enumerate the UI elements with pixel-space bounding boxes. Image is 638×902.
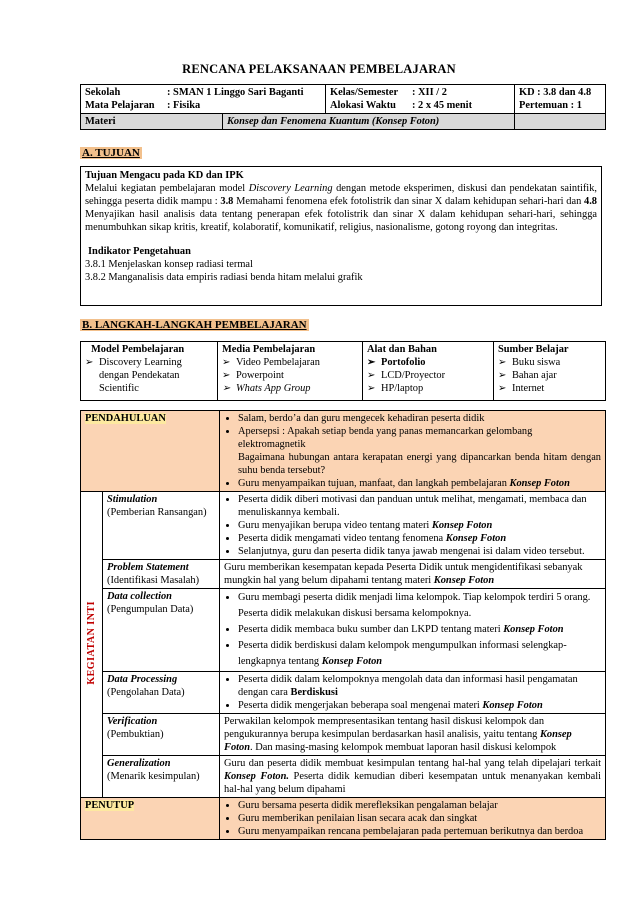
kd-text: KD : 3.8 dan 4.8 [519, 87, 592, 98]
school-cell [81, 85, 326, 114]
sources-item: ➢ Buku siswa [498, 356, 601, 369]
core-activity-label: KEGIATAN INTI [81, 492, 103, 798]
intro-row [81, 411, 606, 492]
closing-row [81, 798, 606, 840]
problem-label: Problem Statement (Identifikasi Masalah) [103, 560, 220, 589]
list-item: • Salam, berdo’a dan guru mengecek kehadiran peserta didik [238, 412, 601, 425]
stimulation-content [220, 492, 606, 560]
closing-content [220, 798, 606, 840]
data-collection-content [220, 589, 606, 672]
objectives-subheading: Tujuan Mengacu pada KD dan IPK [85, 170, 244, 181]
processing-content [220, 672, 606, 714]
media-item: ➢ Powerpoint [222, 369, 358, 382]
indicator-heading: Indikator Pengetahuan [88, 246, 191, 257]
list-item: • Guru menyampaikan tujuan, manfaat, dan langkah pembelajaran Konsep Foton [238, 477, 601, 490]
objectives-box [80, 166, 602, 306]
class-label: Kelas/Semester [330, 87, 399, 98]
school-value: : SMAN 1 Linggo Sari Baganti [167, 87, 304, 98]
subject-label: Mata Pelajaran [85, 100, 155, 111]
generalization-content: Guru dan peserta didik membuat kesimpulan tentang hal-hal yang telah dipelajari terkait Konsep Foton. Peserta didik kemudian diberi kesempatan untuk menanyakan kembali hal-hal yang belum dipahami [220, 756, 606, 798]
intro-content [220, 411, 606, 492]
header-table [80, 84, 606, 130]
list-item: • Peserta didik dalam kelompoknya mengolah data dan informasi hasil pengamatan dengan cara Berdiskusi [238, 673, 601, 699]
verification-row [81, 714, 606, 756]
generalization-label: Generalization (Menarik kesimpulan) [103, 756, 220, 798]
list-item: • Selanjutnya, guru dan peserta didik tanya jawab mengenai isi dalam video tersebut. [238, 545, 601, 558]
resources-table [80, 341, 606, 401]
list-item: • Apersepsi : Apakah setiap benda yang panas memancarkan gelombang elektromagnetik Bagaimana hubungan antara kerapatan energi yang dipancarkan benda hitam dengan suhu benda tersebut? [238, 425, 601, 477]
list-item: • Guru menyajikan berupa video tentang materi Konsep Foton [238, 519, 601, 532]
school-label: Sekolah [85, 87, 121, 98]
verification-label: Verification (Pembuktian) [103, 714, 220, 756]
tools-item: ➢ Portofolio [367, 356, 489, 369]
list-item: • Peserta didik diberi motivasi dan panduan untuk melihat, mengamati, membaca dan menuliskannya kembali. [238, 493, 601, 519]
media-heading: Media Pembelajaran [222, 344, 316, 355]
meeting-text: Pertemuan : 1 [519, 100, 582, 111]
topic-label: Materi [81, 114, 223, 129]
steps-table [80, 410, 606, 840]
page-title: RENCANA PELAKSANAAN PEMBELAJARAN [182, 62, 456, 76]
closing-label: PENUTUP [81, 798, 220, 840]
topic-empty-cell [515, 114, 606, 130]
tools-item: ➢ HP/laptop [367, 382, 489, 395]
list-item: • Peserta didik mengerjakan beberapa soal mengenai materi Konsep Foton [238, 699, 601, 712]
objectives-paragraph: Melalui kegiatan pembelajaran model Discovery Learning dengan metode eksperimen, diskusi dan pendekatan saintifik, sehingga peserta didik mampu : 3.8 Memahami fenomena efek fotolistrik dan sinar X dalam kehidupan sehari-hari dan 4.8 Menyajikan hasil analisis data tentang penerapan efek fotolistrik dan sinar X dalam kehidupan sehari-hari, sehingga menumbuhkan sikap kritis, kreatif, kolaboratif, komunikatif, religius, nasionalisme, gotong royong dan integritas. [85, 183, 598, 233]
sources-heading: Sumber Belajar [498, 344, 569, 355]
sources-item: ➢ Internet [498, 382, 601, 395]
stimulation-row [81, 492, 606, 560]
subject-value: : Fisika [167, 100, 201, 111]
list-item: • Guru menyampaikan rencana pembelajaran pada pertemuan berikutnya dan berdoa [238, 825, 601, 838]
sources-cell [494, 342, 606, 401]
problem-content: Guru memberikan kesempatan kepada Peserta Didik untuk mengidentifikasi sebanyak mungkin hal yang belum dipahami tentang materi Konsep Foton [220, 560, 606, 589]
topic-row [81, 114, 515, 130]
indicator-item: 3.8.2 Manganalisis data empiris radiasi benda hitam melalui grafik [85, 272, 363, 283]
list-item: • Guru membagi peserta didik menjadi lima kelompok. Tiap kelompok terdiri 5 orang. Peserta didik melakukan diskusi bersama kelompoknya. [238, 590, 601, 622]
time-label: Alokasi Waktu [330, 100, 396, 111]
model-item: ➢ Discovery Learning dengan Pendekatan Scientific [85, 356, 213, 395]
generalization-row [81, 756, 606, 798]
stimulation-label: Stimulation (Pemberian Ransangan) [103, 492, 220, 560]
list-item: • Peserta didik mengamati video tentang fenomena Konsep Foton [238, 532, 601, 545]
tools-heading: Alat dan Bahan [367, 344, 437, 355]
section-b-heading: B. LANGKAH-LANGKAH PEMBELAJARAN [82, 319, 307, 331]
media-item: ➢ Whats App Group [222, 382, 358, 395]
processing-label: Data Processing (Pengolahan Data) [103, 672, 220, 714]
list-item: • Guru memberikan penilaian lisan secara acak dan singkat [238, 812, 601, 825]
class-cell [326, 85, 515, 114]
tools-cell [363, 342, 494, 401]
intro-label: PENDAHULUAN [81, 411, 220, 492]
model-cell [81, 342, 218, 401]
problem-row [81, 560, 606, 589]
media-cell [218, 342, 363, 401]
list-item: • Guru bersama peserta didik merefleksikan pengalaman belajar [238, 799, 601, 812]
indicator-item: 3.8.1 Menjelaskan konsep radiasi termal [85, 259, 253, 270]
data-collection-label: Data collection (Pengumpulan Data) [103, 589, 220, 672]
time-value: : 2 x 45 menit [412, 100, 473, 111]
processing-row [81, 672, 606, 714]
list-item: • Peserta didik membaca buku sumber dan LKPD tentang materi Konsep Foton [238, 622, 601, 638]
model-heading: Model Pembelajaran [91, 344, 185, 355]
sources-item: ➢ Bahan ajar [498, 369, 601, 382]
class-value: : XII / 2 [412, 87, 447, 98]
topic-value: Konsep dan Fenomena Kuantum (Konsep Foton) [223, 114, 515, 129]
verification-content: Perwakilan kelompok mempresentasikan tentang hasil diskusi kelompok dan pengukurannya berupa kesimpulan berdasarkan hasil analisis, yaitu tentang Konsep Foton. Dan masing-masing kelompok membuat laporan hasil diskusi kelompok [220, 714, 606, 756]
list-item: • Peserta didik berdiskusi dalam kelompok mengumpulkan informasi selengkap-lengkapnya tentang Konsep Foton [238, 638, 601, 670]
section-a-heading: A. TUJUAN [82, 147, 140, 159]
data-collection-row [81, 589, 606, 672]
tools-item: ➢ LCD/Proyector [367, 369, 489, 382]
kd-cell [515, 85, 606, 114]
media-item: ➢ Video Pembelajaran [222, 356, 358, 369]
